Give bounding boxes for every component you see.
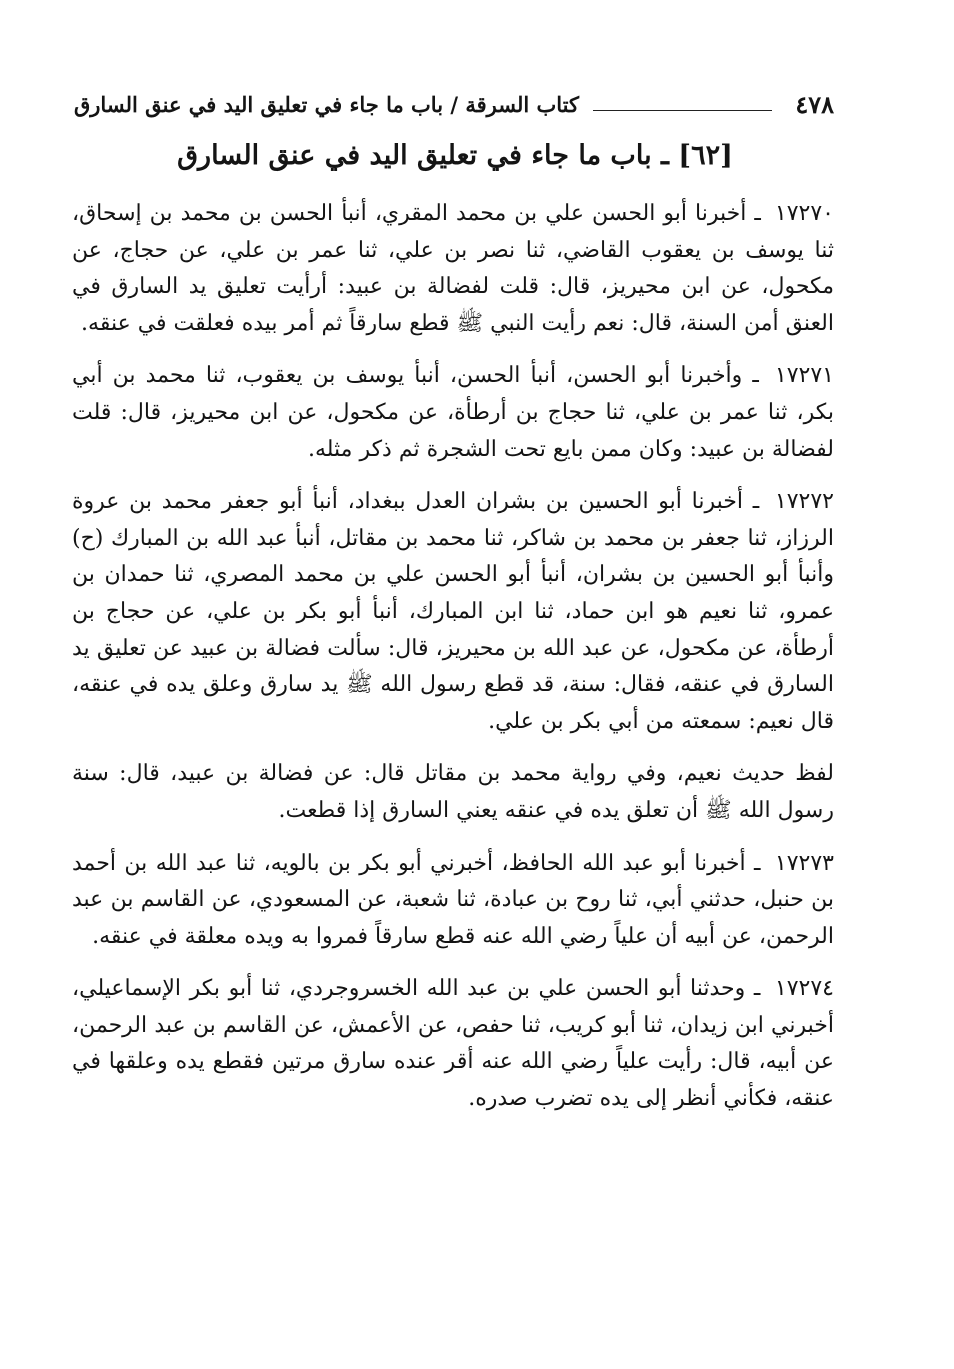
hadith-number: ١٧٢٧١ [774,363,834,389]
page-number: ٤٧٨ [795,89,834,119]
header-rule [593,110,772,111]
hadith-body [72,196,834,1134]
hadith-number: ١٧٢٧٣ [774,850,834,876]
hadith-paragraph [72,358,834,468]
hadith-number: ١٧٢٧٠ [774,201,834,226]
commentary-text: لفظ حديث نعيم، وفي رواية محمد بن مقاتل قال: عن فضالة بن عبيد، قال: سنة رسول الله ﷺ أن تعلق يده في عنقه يعني السارق إذا قطعت. [72,761,834,823]
page-header [74,88,834,120]
hadith-number: ١٧٢٧٢ [774,489,834,515]
hadith-text: ـ وأخبرنا أبو الحسن، أنبأ الحسن، أنبأ يوسف بن يعقوب، ثنا محمد بن أبي بكر، ثنا عمر بن علي، ثنا حجاج بن أرطأة، عن مكحول، عن ابن محيريز، قال: قلت لفضالة بن عبيد: وكان ممن بايع تحت الشجرة ثم ذكر مثله. [72,363,834,462]
chapter-title: [٦٢] ـ باب ما جاء في تعليق اليد في عنق السارق [177,140,733,171]
hadith-text: ـ أخبرنا أبو الحسن علي بن محمد المقري، أنبأ الحسن بن محمد بن إسحاق، ثنا يوسف بن يعقوب القاضي، ثنا نصر بن علي، ثنا عمر بن علي، عن حجاج، عن مكحول، عن ابن محيريز، قال: قلت لفضالة بن عبيد: أرأيت تعليق يد السارق في العنق أمن السنة، قال: نعم رأيت النبي ﷺ قطع سارقاً ثم أمر بيده فعلقت في عنقه. [72,201,834,336]
running-title: كتاب السرقة / باب ما جاء في تعليق اليد في عنق السارق [74,91,579,117]
hadith-paragraph [72,971,834,1117]
hadith-number: ١٧٢٧٤ [774,976,834,1002]
hadith-text: ـ وحدثنا أبو الحسن علي بن عبد الله الخسروجردي، ثنا أبو بكر الإسماعيلي، أخبرني ابن زيدان، ثنا أبو كريب، ثنا حفص، عن الأعمش، عن القاسم بن عبد الرحمن، عن أبيه، قال: رأيت علياً رضي الله عنه أقر عنده سارق مرتين فقطع يده وعلقها في عنقه، فكأني أنظر إلى يده تضرب صدره. [72,976,834,1112]
hadith-text: ـ أخبرنا أبو عبد الله الحافظ، أخبرني أبو بكر بن بالويه، ثنا عبد الله بن أحمد بن حنبل، حدثني أبي، ثنا روح بن عبادة، ثنا شعبة، عن المسعودي، عن القاسم بن عبد الرحمن، عن أبيه أن علياً رضي الله عنه قطع سارقاً فمروا به ويده معلقة في عنقه. [72,850,834,949]
hadith-paragraph [72,484,834,740]
hadith-text: ـ أخبرنا أبو الحسين بن بشران العدل ببغداد، أنبأ أبو جعفر محمد بن عروة الرزاز، ثنا جعفر بن محمد بن شاكر، ثنا محمد بن مقاتل، أنبأ عبد الله بن المبارك (ح) وأنبأ أبو الحسين بن بشران، أنبأ أبو الحسن علي بن محمد المصري، ثنا حمدان بن عمرو، ثنا نعيم هو ابن حماد، ثنا ابن المبارك، أنبأ أبو بكر بن علي، عن حجاج بن أرطأة، عن مكحول، عن عبد الله بن محيريز، قال: سألت فضالة بن عبيد عن تعليق يد السارق في عنقه، فقال: سنة، قد قطع رسول الله ﷺ يد سارق وعلق يده في عنقه، قال نعيم: سمعته من أبي بكر بن علي. [72,489,834,734]
commentary-paragraph [72,756,834,829]
hadith-paragraph [72,846,834,956]
hadith-paragraph [72,196,834,342]
